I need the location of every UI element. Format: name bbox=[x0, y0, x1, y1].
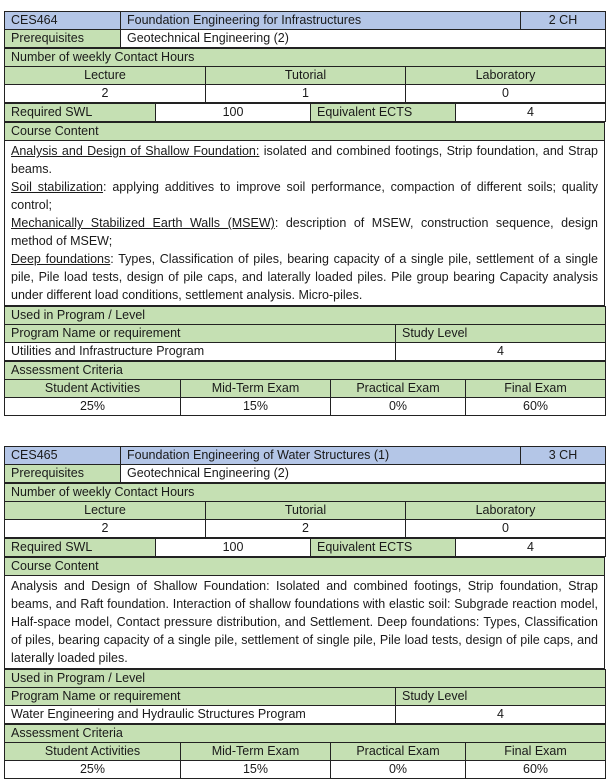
ects-label: Equivalent ECTS bbox=[311, 539, 456, 557]
final-header: Final Exam bbox=[466, 380, 606, 398]
course-header-table bbox=[4, 11, 606, 48]
contact-hours-label: Number of weekly Contact Hours bbox=[5, 49, 606, 67]
program-name: Water Engineering and Hydraulic Structures Program bbox=[5, 706, 396, 724]
course-table-ces464 bbox=[4, 11, 605, 416]
lecture-value: 2 bbox=[5, 520, 206, 538]
laboratory-value: 0 bbox=[406, 520, 606, 538]
practical-header: Practical Exam bbox=[331, 380, 466, 398]
prerequisites-label: Prerequisites bbox=[5, 30, 121, 48]
program-section-label: Used in Program / Level bbox=[5, 670, 606, 688]
course-code: CES464 bbox=[5, 12, 121, 30]
student-activities-header: Student Activities bbox=[5, 743, 181, 761]
final-value: 60% bbox=[466, 761, 606, 779]
course-table-ces465 bbox=[4, 446, 605, 779]
laboratory-header: Laboratory bbox=[406, 67, 606, 85]
student-activities-value: 25% bbox=[5, 761, 181, 779]
ects-value: 4 bbox=[456, 104, 606, 122]
midterm-header: Mid-Term Exam bbox=[181, 743, 331, 761]
content-item-text: isolated and combined footings, Strip foundation, and Strap beams. bbox=[11, 144, 598, 176]
program-table bbox=[4, 669, 606, 724]
assessment-table bbox=[4, 361, 606, 416]
student-activities-value: 25% bbox=[5, 398, 181, 416]
credit-hours: 2 CH bbox=[521, 12, 606, 30]
tutorial-value: 1 bbox=[206, 85, 406, 103]
course-content-table bbox=[4, 122, 605, 306]
credit-hours: 3 CH bbox=[521, 447, 606, 465]
study-level-value: 4 bbox=[396, 343, 606, 361]
swl-label: Required SWL bbox=[5, 104, 156, 122]
course-header-table bbox=[4, 446, 606, 483]
course-content-body bbox=[5, 141, 605, 306]
course-title: Foundation Engineering for Infrastructures bbox=[121, 12, 521, 30]
swl-value: 100 bbox=[156, 539, 311, 557]
program-header: Program Name or requirement bbox=[5, 325, 396, 343]
assessment-label: Assessment Criteria bbox=[5, 362, 606, 380]
content-item-text: : applying additives to improve soil performance, compaction of different soils; quality control; bbox=[11, 180, 598, 212]
course-code: CES465 bbox=[5, 447, 121, 465]
course-content-label: Course Content bbox=[5, 558, 605, 576]
contact-values-row bbox=[5, 85, 606, 103]
content-item bbox=[11, 214, 598, 250]
content-item-title: Analysis and Design of Shallow Foundation: bbox=[11, 144, 260, 158]
prerequisites-label: Prerequisites bbox=[5, 465, 121, 483]
program-header: Program Name or requirement bbox=[5, 688, 396, 706]
contact-hours-label: Number of weekly Contact Hours bbox=[5, 484, 606, 502]
midterm-value: 15% bbox=[181, 398, 331, 416]
midterm-value: 15% bbox=[181, 761, 331, 779]
lecture-header: Lecture bbox=[5, 67, 206, 85]
prerequisites-value: Geotechnical Engineering (2) bbox=[121, 465, 606, 483]
content-item-text: : Types, Classification of piles, bearing capacity of a single pile, settlement of a single pile, Pile load tests, design of pile caps, and laterally loaded piles. Pile group bearing Capacity analysis under different load conditions, settlement analysis. Micro-piles. bbox=[11, 252, 598, 302]
practical-value: 0% bbox=[331, 398, 466, 416]
ects-value: 4 bbox=[456, 539, 606, 557]
course-content-body: Analysis and Design of Shallow Foundation: Isolated and combined footings, Strip foundation, Strap beams, and Raft foundation. Interaction of shallow foundations with elastic soil: Subgrade reaction model, Half-space model, Contact pressure distribution, and Settlement. Deep foundations: Types, Classification of piles, bearing capacity of a single pile, settlement of single pile, Pile load tests, design of pile caps, and laterally loaded piles. bbox=[5, 576, 605, 669]
lecture-value: 2 bbox=[5, 85, 206, 103]
swl-table bbox=[4, 103, 606, 122]
assessment-table bbox=[4, 724, 606, 779]
contact-hours-table bbox=[4, 483, 606, 538]
midterm-header: Mid-Term Exam bbox=[181, 380, 331, 398]
content-item bbox=[11, 142, 598, 178]
final-header: Final Exam bbox=[466, 743, 606, 761]
prerequisites-value: Geotechnical Engineering (2) bbox=[121, 30, 606, 48]
program-section-label: Used in Program / Level bbox=[5, 307, 606, 325]
content-item-title: Deep foundations bbox=[11, 252, 111, 266]
course-content-label: Course Content bbox=[5, 123, 605, 141]
course-content-table bbox=[4, 557, 605, 669]
study-level-value: 4 bbox=[396, 706, 606, 724]
content-item bbox=[11, 178, 598, 214]
prerequisites-row bbox=[5, 30, 606, 48]
course-title-row bbox=[5, 12, 606, 30]
final-value: 60% bbox=[466, 398, 606, 416]
content-item-title: Soil stabilization bbox=[11, 180, 104, 194]
tutorial-value: 2 bbox=[206, 520, 406, 538]
swl-value: 100 bbox=[156, 104, 311, 122]
tutorial-header: Tutorial bbox=[206, 502, 406, 520]
content-item-title: Mechanically Stabilized Earth Walls (MSEW) bbox=[11, 216, 275, 230]
swl-label: Required SWL bbox=[5, 539, 156, 557]
lecture-header: Lecture bbox=[5, 502, 206, 520]
contact-hours-table bbox=[4, 48, 606, 103]
study-level-header: Study Level bbox=[396, 325, 606, 343]
content-item-text: : description of MSEW, construction sequence, design method of MSEW; bbox=[11, 216, 598, 248]
practical-header: Practical Exam bbox=[331, 743, 466, 761]
study-level-header: Study Level bbox=[396, 688, 606, 706]
practical-value: 0% bbox=[331, 761, 466, 779]
contact-headers-row bbox=[5, 67, 606, 85]
content-item bbox=[11, 250, 598, 304]
ects-label: Equivalent ECTS bbox=[311, 104, 456, 122]
program-table bbox=[4, 306, 606, 361]
tutorial-header: Tutorial bbox=[206, 67, 406, 85]
course-title: Foundation Engineering of Water Structures (1) bbox=[121, 447, 521, 465]
assessment-label: Assessment Criteria bbox=[5, 725, 606, 743]
swl-table bbox=[4, 538, 606, 557]
laboratory-value: 0 bbox=[406, 85, 606, 103]
laboratory-header: Laboratory bbox=[406, 502, 606, 520]
student-activities-header: Student Activities bbox=[5, 380, 181, 398]
program-name: Utilities and Infrastructure Program bbox=[5, 343, 396, 361]
